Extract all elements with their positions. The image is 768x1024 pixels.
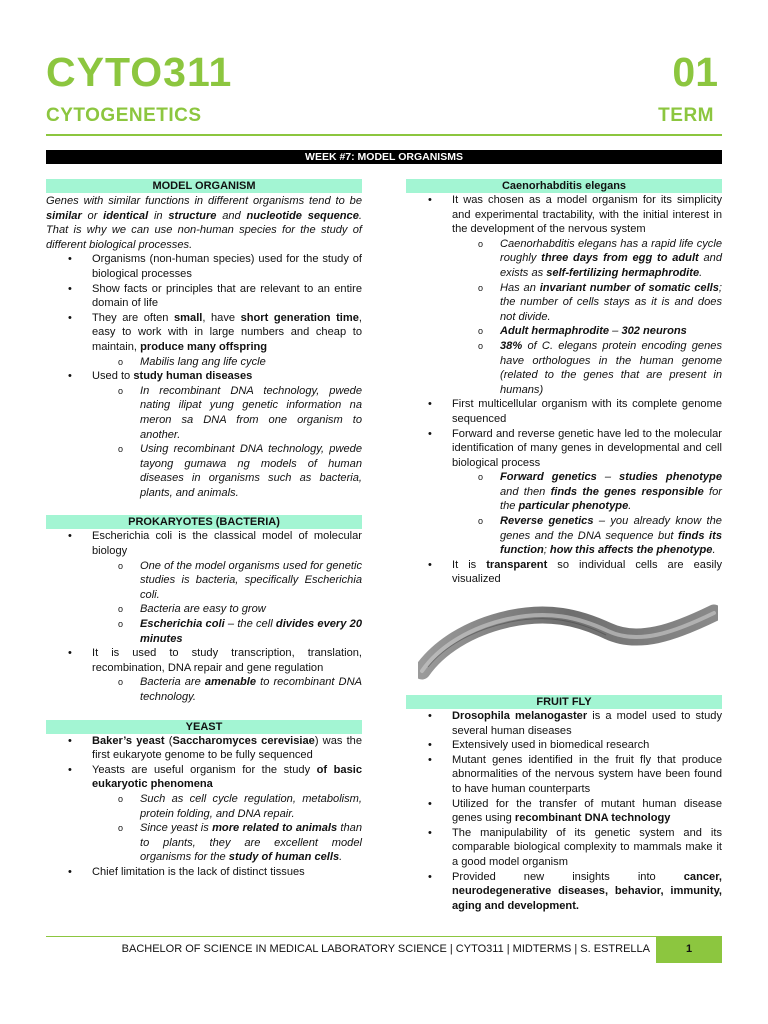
bullet-text: Extensively used in biomedical research bbox=[452, 739, 650, 752]
bullet-text: It is used to study transcription, translation, recombination, DNA repair and gene regulation bbox=[92, 647, 362, 674]
bullet-text: Forward and reverse genetic have led to the molecular identification of many genes in developmental and cell biological process bbox=[452, 427, 722, 469]
bullet-text: It was chosen as a model organism for its simplicity and experimental tractability, with the initial interest in the development of the nervous system bbox=[452, 194, 722, 236]
bullet-text: Yeasts are useful organism for the study of basic eukaryotic phenomena bbox=[92, 763, 362, 791]
bullet-item bbox=[46, 252, 362, 281]
c-elegans-list bbox=[406, 193, 722, 587]
course-code: CYTO311 bbox=[46, 49, 233, 95]
sub-list bbox=[92, 355, 362, 370]
sub-bullet-item: o Bacteria are amenable to recombinant DNA technology. bbox=[92, 675, 362, 704]
bullet-text: Mutant genes identified in the fruit fly that produce abnormalities of the nervous system have been found to have human counterparts bbox=[452, 753, 722, 795]
section-heading-c-elegans: Caenorhabditis elegans bbox=[406, 179, 722, 193]
sub-list bbox=[452, 470, 722, 558]
footer-rule bbox=[46, 936, 722, 937]
sub-bullet-item: o Escherichia coli – the cell divides every 20 minutes bbox=[92, 617, 362, 646]
bullet-item bbox=[406, 558, 722, 587]
sub-bullet-item: o 38% of C. elegans protein encoding genes have orthologues in the human genome (related to the genes that are present in humans) bbox=[452, 339, 722, 397]
bullet-item bbox=[406, 870, 722, 914]
sub-bullet-item: o Caenorhabditis elegans has a rapid life cycle roughly three days from egg to adult and exists as self-fertilizing hermaphrodite. bbox=[452, 237, 722, 281]
course-name: CYTOGENETICS bbox=[46, 105, 202, 126]
sub-list bbox=[92, 559, 362, 647]
bullet-item bbox=[406, 738, 722, 753]
bullet-text: Show facts or principles that are relevant to an entire domain of life bbox=[92, 282, 362, 310]
model-organism-intro: Genes with similar functions in different organisms tend to be similar or identical in structure and nucleotide sequence. That is why we can use non-human species for the study of different biological processes. bbox=[46, 195, 362, 251]
bullet-text: Baker’s yeast (Saccharomyces cerevisiae) was the first eukaryote genome to be fully sequenced bbox=[92, 734, 362, 762]
sub-list bbox=[92, 384, 362, 501]
page-number: 1 bbox=[656, 936, 722, 963]
bullet-item bbox=[406, 397, 722, 426]
bullet-item bbox=[406, 709, 722, 738]
bullet-text: The manipulability of its genetic system and its comparable biological complexity to mammals make it a good model organism bbox=[452, 826, 722, 868]
bullet-item bbox=[46, 369, 362, 500]
term-number: 01 bbox=[672, 49, 718, 95]
sub-bullet-item: o Adult hermaphrodite – 302 neurons bbox=[452, 324, 722, 339]
sub-bullet-item: o Using recombinant DNA technology, pwede tayong gumawa ng models of human diseases in organisms such as bacteria, plants, and animals. bbox=[92, 442, 362, 500]
week-title-bar: WEEK #7: MODEL ORGANISMS bbox=[46, 150, 722, 164]
bullet-text: Organisms (non-human species) used for the study of biological processes bbox=[92, 253, 362, 280]
bullet-item bbox=[46, 646, 362, 704]
prokaryotes-list bbox=[46, 529, 362, 704]
header-rule bbox=[46, 134, 722, 136]
sub-bullet-item: o Since yeast is more related to animals than to plants, they are excellent model organisms for the study of human cells. bbox=[92, 821, 362, 865]
bullet-item bbox=[46, 763, 362, 865]
sub-list bbox=[452, 237, 722, 398]
sub-bullet-item: o Such as cell cycle regulation, metabolism, protein folding, and DNA repair. bbox=[92, 792, 362, 821]
section-heading-prokaryotes: PROKARYOTES (BACTERIA) bbox=[46, 515, 362, 529]
bullet-item bbox=[46, 282, 362, 311]
term-label: TERM bbox=[658, 105, 714, 126]
bullet-text: They are often small, have short generation time, easy to work with in large numbers and cheap to maintain, produce many offspring bbox=[92, 311, 362, 353]
sub-bullet-item: o One of the model organisms used for genetic studies is bacteria, specifically Escherichia coli. bbox=[92, 559, 362, 603]
worm-illustration bbox=[418, 593, 718, 685]
bullet-item bbox=[406, 753, 722, 797]
bullet-item bbox=[406, 193, 722, 397]
bullet-text: Escherichia coli is the classical model of molecular biology bbox=[92, 530, 362, 558]
right-column bbox=[406, 179, 722, 913]
bullet-item bbox=[46, 734, 362, 763]
bullet-item bbox=[406, 427, 722, 558]
bullet-text: Utilized for the transfer of mutant human disease genes using recombinant DNA technology bbox=[452, 797, 722, 825]
c-elegans-image bbox=[406, 587, 722, 695]
bullet-text: It is transparent so individual cells are easily visualized bbox=[452, 558, 722, 586]
left-column bbox=[46, 179, 362, 880]
section-heading-model-organism: MODEL ORGANISM bbox=[46, 179, 362, 193]
bullet-text: Provided new insights into cancer, neurodegenerative diseases, behavior, immunity, aging and development. bbox=[452, 870, 722, 912]
section-heading-yeast: YEAST bbox=[46, 720, 362, 734]
bullet-text: Used to study human diseases bbox=[92, 370, 253, 383]
bullet-item bbox=[46, 529, 362, 646]
fruit-fly-list bbox=[406, 709, 722, 913]
sub-bullet-item: o In recombinant DNA technology, pwede nating ilipat yung genetic information na meron sa DNA from one organism to another. bbox=[92, 384, 362, 442]
sub-bullet-item: o Reverse genetics – you already know the genes and the DNA sequence but finds its function; how this affects the phenotype. bbox=[452, 514, 722, 558]
bullet-text: First multicellular organism with its complete genome sequenced bbox=[452, 398, 722, 425]
sub-bullet-item: o Bacteria are easy to grow bbox=[92, 602, 362, 617]
bullet-item bbox=[406, 826, 722, 870]
bullet-item bbox=[406, 797, 722, 826]
sub-bullet-item: o Has an invariant number of somatic cells; the number of cells stays as it is and does not divide. bbox=[452, 281, 722, 325]
section-heading-fruit-fly: FRUIT FLY bbox=[406, 695, 722, 709]
sub-list bbox=[92, 792, 362, 865]
sub-list bbox=[92, 675, 362, 704]
bullet-item bbox=[46, 865, 362, 880]
bullet-text: Drosophila melanogaster is a model used to study several human diseases bbox=[452, 710, 722, 737]
bullet-item bbox=[46, 311, 362, 369]
yeast-list bbox=[46, 734, 362, 880]
model-organism-list bbox=[46, 252, 362, 500]
bullet-text: Chief limitation is the lack of distinct tissues bbox=[92, 865, 305, 878]
sub-bullet-item: o Forward genetics – studies phenotype and then finds the genes responsible for the particular phenotype. bbox=[452, 470, 722, 514]
sub-bullet-item: o Mabilis lang ang life cycle bbox=[92, 355, 362, 370]
footer-text: BACHELOR OF SCIENCE IN MEDICAL LABORATORY SCIENCE | CYTO311 | MIDTERMS | S. ESTRELLA bbox=[121, 943, 650, 955]
